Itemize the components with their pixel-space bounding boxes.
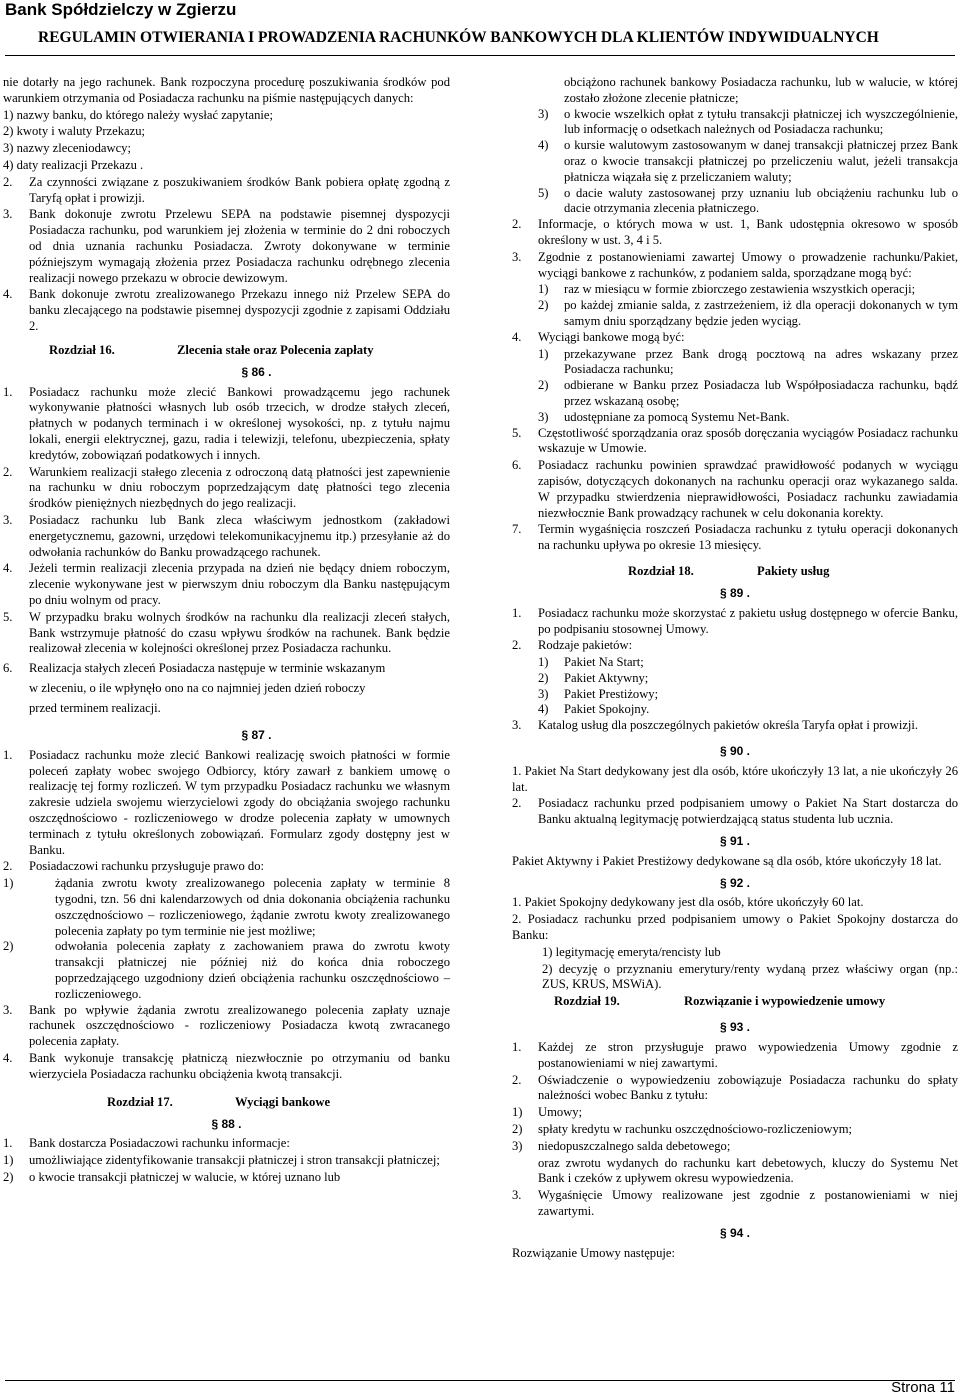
right-column: [512, 75, 958, 1262]
section-number: § 88 .: [211, 1116, 242, 1131]
list-item: 1) nazwy banku, do którego należy wysłać zapytanie;: [3, 107, 273, 122]
paragraph: 4. Jeżeli termin realizacji zlecenia przypada na dzień nie będący dniem roboczym, zlecenie wykonywane jest w pierwszym dniu roboczym dla Banku następującym po dniu wolnym od pracy.: [3, 561, 450, 607]
bank-name: Bank Spółdzielczy w Zgierzu: [5, 0, 237, 19]
chapter-heading: Rozdział 18. Pakiety usług: [628, 563, 830, 578]
section-number: § 94 .: [719, 1225, 751, 1240]
paragraph: 5. Częstotliwość sporządzania oraz sposób doręczania wyciągów Posiadacz rachunku wskazuje w Umowie.: [512, 425, 958, 456]
paragraph: 1. Posiadacz rachunku może skorzystać z pakietu usług dostępnego w ofercie Banku, po podpisaniu stosownej Umowy.: [512, 605, 958, 636]
paragraph: 1. Każdej ze stron przysługuje prawo wypowiedzenia Umowy zgodnie z postanowieniami w niej zawartymi.: [512, 1040, 958, 1070]
page-number: Strona 11: [891, 1379, 955, 1396]
list-item: 1) legitymację emeryta/rencisty lub: [542, 944, 721, 959]
list-item: 3) nazwy zleceniodawcy;: [3, 141, 131, 156]
list-item: 1) raz w miesiącu w formie zbiorczego zestawienia wszystkich operacji;: [538, 282, 916, 297]
paragraph: 4. Bank wykonuje transakcję płatniczą niezwłocznie po otrzymaniu od banku wierzyciela Posiadacza rachunku obciążenia kwotą transakcji.: [3, 1051, 450, 1081]
list-item: 2) spłaty kredytu w rachunku oszczędnościowo-rozliczeniowym;: [512, 1122, 853, 1137]
chapter-heading: Rozdział 17. Wyciągi bankowe: [107, 1094, 331, 1109]
paragraph: 1. Pakiet Na Start dedykowany jest dla osób, które ukończyły 13 lat, a nie ukończyły 26 lat.: [512, 763, 958, 794]
paragraph: 1. Posiadacz rachunku może zlecić Bankowi prowadzącemu jego rachunek wykonywanie płatności własnych lub osób trzecich, w drodze stałych zleceń, płatnych w podanych terminach i w określonej wysokości, np. z tytułu najmu lokali, energii elektrycznej, gazu, radia i telewizji, telefonu, ubezpieczenia, spłaty kredytów, zobowiązań podatkowych i innych.: [3, 384, 450, 462]
paragraph: 3. Zgodnie z postanowieniami zawartej Umowy o prowadzenie rachunku/Pakiet, wyciągi bankowe z rachunków, z podaniem salda, sporządzane mogą być:: [512, 249, 958, 280]
paragraph: 2. Za czynności związane z poszukiwaniem środków Bank pobiera opłatę zgodną z Taryfą opłat i prowizji.: [3, 174, 450, 205]
list-item: 2) odwołania polecenia zapłaty z zachowaniem prawa do zwrotu kwoty transakcji płatniczej nie później niż do końca dnia roboczego poprzedzającego uzgodniony dzień obciążenia rachunku oszczędnościowo – rozliczeniowego.: [3, 939, 450, 1001]
list-item: 2) Pakiet Aktywny;: [538, 670, 649, 685]
section-number: § 87 .: [241, 728, 272, 743]
list-item: 4) Pakiet Spokojny.: [538, 702, 650, 717]
list-item: 2) odbierane w Banku przez Posiadacza lub Współposiadacza rachunku, bądź przez wskazaną osobę;: [538, 378, 958, 408]
paragraph: 4. Wyciągi bankowe mogą być:: [512, 329, 685, 344]
footer-divider: [5, 1380, 955, 1381]
paragraph: 1. Bank dostarcza Posiadaczowi rachunku informacje:: [3, 1136, 290, 1151]
list-item: obciążono rachunek bankowy Posiadacza rachunku, lub w walucie, w której zostało złożone zlecenie płatnicze;: [564, 75, 958, 105]
paragraph: 3. Bank po wpływie żądania zwrotu zrealizowanego polecenia zapłaty uznaje rachunek oszczędnościowo - rozliczeniowy Posiadacza kwotą zwracanego polecenia zapłaty.: [3, 1002, 450, 1049]
paragraph: Rozwiązanie Umowy następuje:: [512, 1245, 675, 1260]
paragraph: 7. Termin wygaśnięcia roszczeń Posiadacza rachunku z tytułu operacji dokonanych na rachunku upływa po okresie 13 miesięcy.: [512, 522, 958, 553]
list-item: 1) Pakiet Na Start;: [538, 655, 644, 670]
paragraph: 5. W przypadku braku wolnych środków na rachunku dla realizacji zleceń stałych, Bank wstrzymuje płatność do czasu wpływu środków na rachunek. Bank będzie realizował zlecenia w kolejności określonej przez Posiadacza rachunku.: [3, 609, 450, 656]
paragraph: 6. Realizacja stałych zleceń Posiadacza następuje w terminie wskazanym w zleceniu, o ile wpłynęło ono na co najmniej jeden dzień roboczy przed terminem realizacji.: [3, 661, 386, 716]
paragraph: 2. Oświadczenie o wypowiedzeniu zobowiązuje Posiadacza rachunku do spłaty należności wobec Banku z tytułu:: [512, 1072, 958, 1103]
list-item: 2) kwoty i waluty Przekazu;: [3, 124, 145, 139]
paragraph: 4. Bank dokonuje zwrotu zrealizowanego Przekazu innego niż Przelew SEPA do banku zlecającego na podstawie pisemnej dyspozycji zgodnie z zapisami Oddziału 2.: [3, 287, 450, 333]
list-item: 2) decyzję o przyznaniu emerytury/renty wydaną przez właściwy organ (np.: ZUS, KRUS, MSWiA).: [542, 961, 958, 992]
section-number: § 93 .: [719, 1020, 751, 1035]
list-item: 1) Umowy;: [512, 1105, 583, 1120]
list-item: 3) udostępniane za pomocą Systemu Net-Bank.: [538, 409, 790, 424]
chapter-heading: Rozdział 19. Rozwiązanie i wypowiedzenie umowy: [554, 994, 886, 1009]
section-number: § 91 .: [719, 834, 751, 849]
paragraph: 2. Warunkiem realizacji stałego zlecenia z odroczoną datą płatności jest zapewnienie na rachunku w dniu roboczym poprzedzającym datę płatności tego zlecenia środków pieniężnych niezbędnych do jego realizacji.: [3, 464, 450, 511]
paragraph: oraz zwrotu wydanych do rachunku kart debetowych, kluczy do Systemu Net Bank i czeków z upływem okresu wypowiedzenia.: [538, 1155, 958, 1186]
list-item: 3) o kwocie wszelkich opłat z tytułu transakcji płatniczej ich wyszczególnienie, lub informację o odsetkach należnych od Posiadacza rachunku;: [538, 106, 958, 137]
section-number: § 92 .: [719, 875, 751, 890]
list-item: 1) przekazywane przez Bank drogą pocztową na adres wskazany przez Posiadacza rachunku;: [538, 346, 958, 377]
paragraph: Pakiet Aktywny i Pakiet Prestiżowy dedykowane są dla osób, które ukończyły 18 lat.: [512, 853, 942, 868]
list-item: 2) o kwocie transakcji płatniczej w walucie, w której uznano lub: [3, 1170, 341, 1185]
paragraph: 2. Informacje, o których mowa w ust. 1, Bank udostępnia okresowo w sposób określony w ust. 3, 4 i 5.: [512, 217, 958, 247]
section-number: § 90 .: [719, 744, 751, 759]
document-title: REGULAMIN OTWIERANIA I PROWADZENIA RACHUNKÓW BANKOWYCH DLA KLIENTÓW INDYWIDUALNYCH: [38, 29, 879, 46]
paragraph: 3. Posiadacz rachunku lub Bank zleca właściwym jednostkom (zakładowi energetycznemu, gazowni, urzędowi telekomunikacyjnemu itp.) przesyłanie aż do odwołania rachunków do Banku prowadzącego rachunek.: [3, 512, 450, 559]
list-item: 2) po każdej zmianie salda, z zastrzeżeniem, iż dla operacji dokonanych w tym samym dniu sporządzany będzie jeden wyciąg.: [538, 298, 958, 328]
paragraph: 2. Rodzaje pakietów:: [512, 638, 633, 653]
list-item: 3) Pakiet Prestiżowy;: [538, 686, 659, 701]
list-item: 4) o kursie walutowym zastosowanym w danej transakcji płatniczej przez Bank oraz o kwocie transakcji płatniczej po przeliczeniu walut, jeżeli transakcja płatnicza wiązała się z przeliczaniem waluty;: [538, 138, 958, 184]
paragraph: 3. Bank dokonuje zwrotu Przelewu SEPA na podstawie pisemnej dyspozycji Posiadacza rachunku, pod warunkiem jej złożenia w terminie do 2 dni roboczych od dnia uznania rachunku Posiadacza. Zwroty dokonywane w terminie późniejszym wymagają złożenia przez Posiadacza rachunku odrębnego zlecenia realizacji nowego przekazu w obrocie dewizowym.: [3, 207, 450, 285]
paragraph: 2. Posiadacz rachunku przed podpisaniem umowy o Pakiet Spokojny dostarcza do Banku:: [512, 912, 958, 943]
list-item: 1) żądania zwrotu kwoty zrealizowanego polecenia zapłaty w terminie 8 tygodni, tzn. 56 dni kalendarzowych od dnia dokonania obciążenia rachunku oszczędnościowo – rozliczeniowego, żądanie zwrotu kwoty zrealizowanego polecenia zapłaty po tym terminie nie jest możliwe;: [3, 876, 450, 938]
list-item: 3) niedopuszczalnego salda debetowego;: [512, 1138, 731, 1153]
list-item: 5) o dacie waluty zastosowanej przy uznaniu lub obciążeniu rachunku lub o dacie otrzymania zlecenia płatniczego.: [538, 185, 958, 216]
paragraph: 1. Posiadacz rachunku może zlecić Bankowi realizację swoich płatności w formie poleceń zapłaty wobec swojego Odbiorcy, który zawarł z bankiem umowę o realizację tej formy rozliczeń. W tym przypadku Posiadacz rachunku we własnym zakresie udziela swojemu wierzycielowi zgody do obciążania swojego rachunku oszczędnościowo - rozliczeniowego w drodze polecenia zapłaty w umownych terminach z tytułu określonych zobowiązań. Formularz zgody dostępny jest w Banku.: [3, 747, 450, 857]
section-number: § 86 .: [241, 364, 272, 379]
chapter-heading: Rozdział 16. Zlecenia stałe oraz Polecenia zapłaty: [49, 342, 374, 357]
paragraph: 3. Wygaśnięcie Umowy realizowane jest zgodnie z postanowieniami w niej zawartymi.: [512, 1188, 958, 1218]
paragraph: nie dotarły na jego rachunek. Bank rozpoczyna procedurę poszukiwania środków pod warunkiem otrzymania od Posiadacza rachunku na piśmie następujących danych:: [3, 75, 450, 105]
left-column: [3, 75, 450, 1187]
section-number: § 89 .: [719, 585, 751, 600]
paragraph: 2. Posiadaczowi rachunku przysługuje prawo do:: [3, 859, 265, 874]
list-item: 1) umożliwiające zidentyfikowanie transakcji płatniczej i stron transakcji płatniczej;: [3, 1153, 440, 1168]
list-item: 4) daty realizacji Przekazu .: [3, 157, 144, 172]
paragraph: 6. Posiadacz rachunku powinien sprawdzać prawidłowość podanych w wyciągu zapisów, dotyczących dokonanych na rachunku operacji oraz wykazanego salda. W przypadku stwierdzenia nieprawidłowości, Posiadacz rachunku zawiadamia niezwłocznie Bank prowadzący rachunek w celu dokonania korekty.: [512, 458, 958, 520]
paragraph: 1. Pakiet Spokojny dedykowany jest dla osób, które ukończyły 60 lat.: [512, 895, 864, 910]
paragraph: 3. Katalog usług dla poszczególnych pakietów określa Taryfa opłat i prowizji.: [512, 718, 919, 733]
paragraph: 2. Posiadacz rachunku przed podpisaniem umowy o Pakiet Na Start dostarcza do Banku aktualną legitymację potwierdzającą status studenta lub ucznia.: [512, 796, 958, 827]
header-divider: [5, 55, 955, 56]
